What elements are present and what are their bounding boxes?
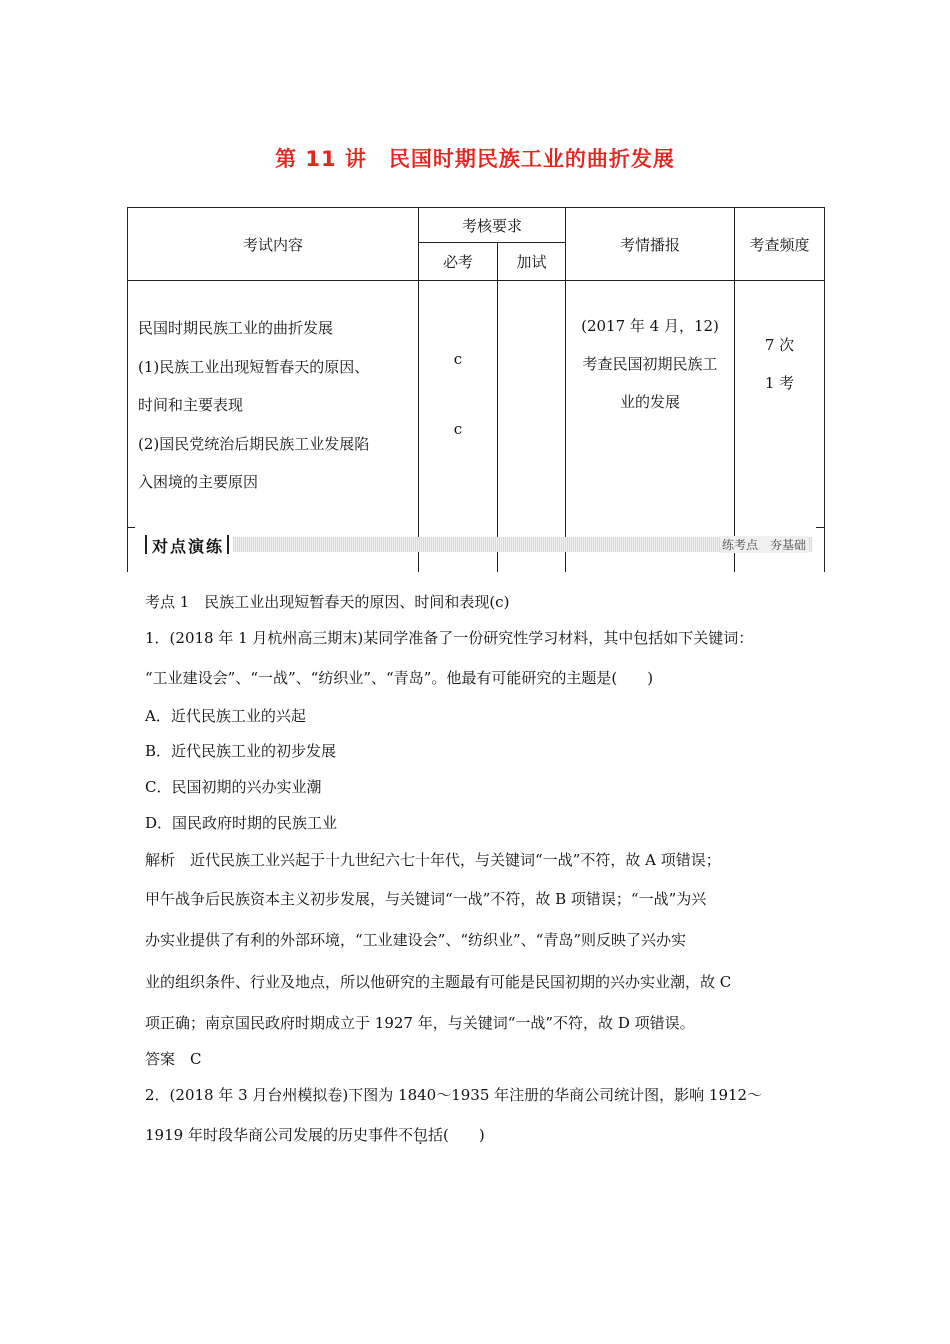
content-cell: [128, 281, 419, 573]
header-requirement: 考核要求: [419, 208, 566, 243]
news-line: (2017 年 4 月，12): [581, 317, 719, 335]
frequency-line: 1 考: [764, 374, 795, 392]
option-d: D．国民政府时期的民族工业: [145, 814, 338, 832]
option-b: B．近代民族工业的初步发展: [145, 742, 337, 760]
required-level: c: [453, 420, 463, 438]
analysis-line: 办实业提供了有利的外部环境，“工业建设会”、“纺织业”、“青岛”则反映了兴办实: [145, 931, 687, 949]
section-right-label: 练考点 夯基础: [721, 538, 806, 552]
option-c: C．民国初期的兴办实业潮: [145, 778, 322, 796]
content-line: 民国时期民族工业的曲折发展: [138, 319, 334, 337]
emphasis-text: 不包括: [397, 1126, 443, 1144]
analysis-line: 项正确；南京国民政府时期成立于 1927 年，与关键词“一战”不符，故 D 项错误。: [145, 1014, 695, 1032]
analysis-line: 解析 近代民族工业兴起于十九世纪六七十年代，与关键词“一战”不符，故 A 项错误；: [145, 851, 721, 869]
page-title: [0, 143, 950, 173]
header-news: 考情播报: [566, 208, 735, 281]
header-content: 考试内容: [128, 208, 419, 281]
lesson-number: 第 11 讲: [275, 147, 367, 171]
required-cell: [419, 281, 498, 573]
requirements-table: [127, 207, 825, 572]
question-2-line: 2．(2018 年 3 月台州模拟卷)下图为 1840～1935 年注册的华商公司统计图，影响 1912～: [145, 1086, 763, 1104]
table-corner-right: [816, 527, 824, 528]
section-label: 对点演练: [152, 537, 225, 556]
content-line: 时间和主要表现: [138, 396, 244, 414]
section-bar-lead: [145, 535, 147, 554]
header-extra: 加试: [498, 243, 566, 281]
frequency-line: 7 次: [764, 336, 795, 354]
section-bar: [145, 535, 812, 554]
question-1-line: “工业建设会”、“一战”、“纺织业”、“青岛”。他最有可能研究的主题是( ): [145, 669, 654, 687]
header-required: 必考: [419, 243, 498, 281]
header-frequency: 考查频度: [735, 208, 825, 281]
section-bar-separator: [227, 535, 229, 554]
question-2-line: [145, 1124, 485, 1145]
table-corner-left: [127, 527, 135, 528]
analysis-line: 业的组织条件、行业及地点，所以他研究的主题最有可能是民国初期的兴办实业潮，故 C: [145, 973, 732, 991]
news-line: 考查民国初期民族工: [582, 355, 718, 373]
exam-point: 考点 1 民族工业出现短暂春天的原因、时间和表现(c): [145, 593, 510, 611]
content-line: 入困境的主要原因: [138, 473, 259, 491]
content-line: (1)民族工业出现短暂春天的原因、: [138, 357, 370, 376]
question-1-line: 1．(2018 年 1 月杭州高三期末)某同学准备了一份研究性学习材料，其中包括如下关键词：: [145, 629, 754, 647]
extra-cell: [498, 281, 566, 573]
question-2-text: 1919 年时段华商公司发展的历史事件: [145, 1126, 398, 1144]
analysis-line: 甲午战争后民族资本主义初步发展，与关键词“一战”不符，故 B 项错误；“一战”为兴: [145, 890, 707, 908]
answer-line: 答案 C: [145, 1050, 202, 1068]
news-line: 业的发展: [620, 393, 681, 411]
lesson-topic: 民国时期民族工业的曲折发展: [388, 147, 675, 171]
required-level: c: [453, 350, 463, 368]
option-a: A．近代民族工业的兴起: [145, 707, 306, 725]
frequency-cell: [735, 281, 825, 573]
news-cell: [566, 281, 735, 573]
answer-blank: ( ): [442, 1126, 485, 1144]
content-line: (2)国民党统治后期民族工业发展陷: [138, 434, 370, 453]
